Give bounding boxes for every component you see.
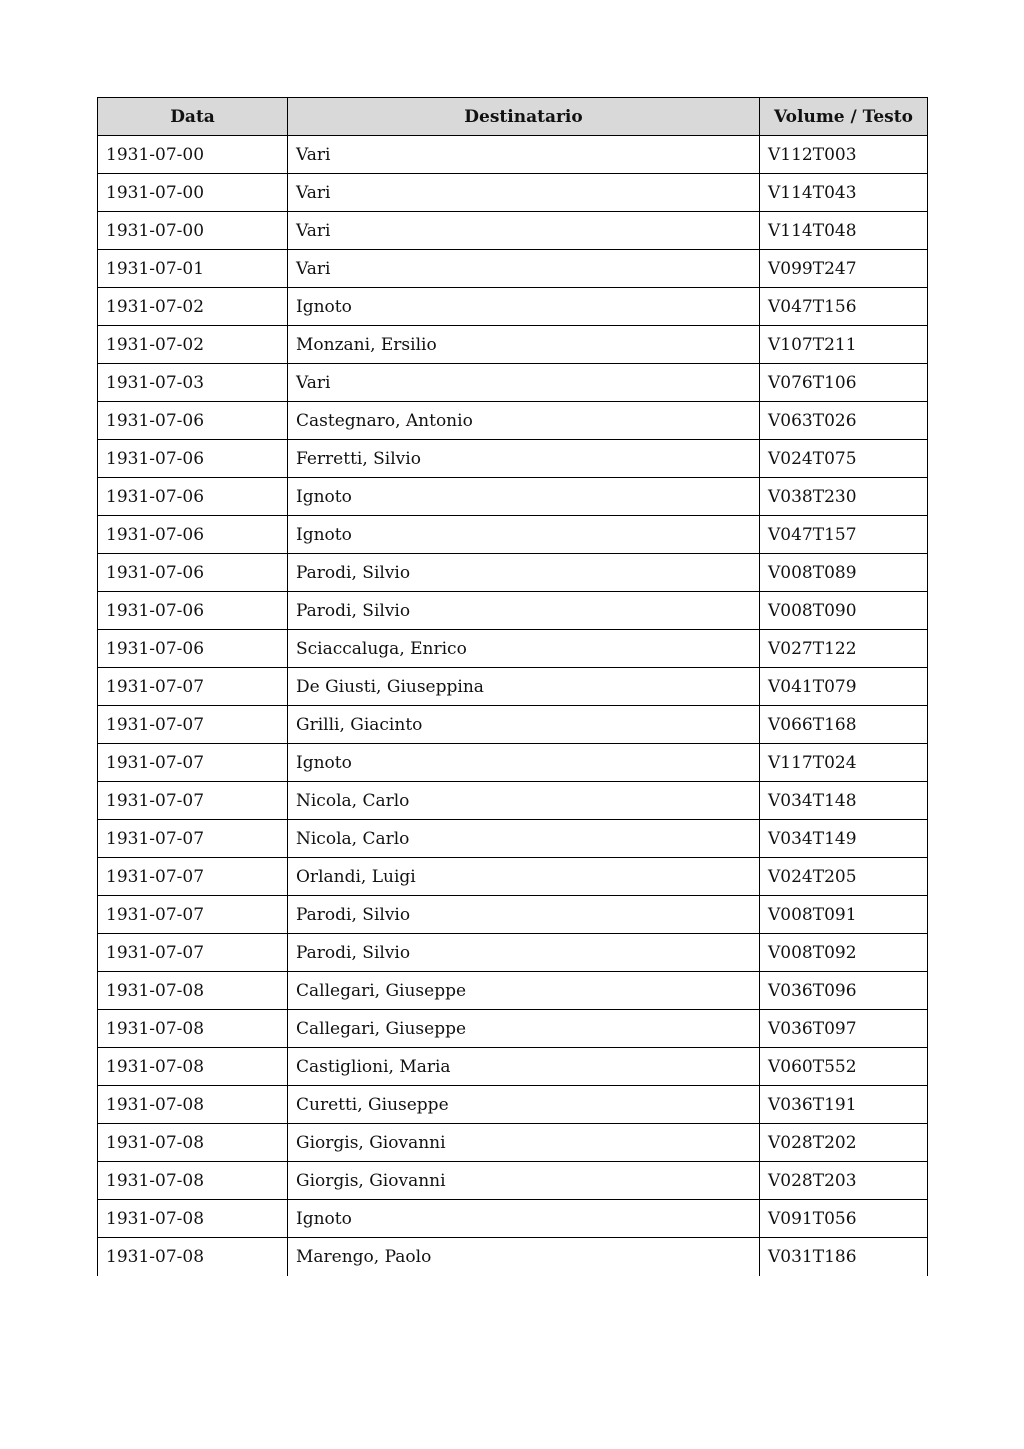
cell-recipient: Grilli, Giacinto xyxy=(288,706,760,744)
cell-recipient: Ignoto xyxy=(288,478,760,516)
table-row xyxy=(98,1010,928,1048)
cell-recipient: Nicola, Carlo xyxy=(288,820,760,858)
column-header-date: Data xyxy=(98,98,288,136)
header-row xyxy=(98,98,928,136)
cell-date: 1931-07-08 xyxy=(98,1086,288,1124)
cell-recipient: Callegari, Giuseppe xyxy=(288,972,760,1010)
cell-recipient: Vari xyxy=(288,136,760,174)
table-row xyxy=(98,972,928,1010)
table-row xyxy=(98,1086,928,1124)
cell-volume: V008T092 xyxy=(760,934,928,972)
table-body xyxy=(98,136,928,1276)
cell-date: 1931-07-06 xyxy=(98,630,288,668)
cell-recipient: Parodi, Silvio xyxy=(288,592,760,630)
column-header-recipient: Destinatario xyxy=(288,98,760,136)
cell-volume: V038T230 xyxy=(760,478,928,516)
cell-volume: V008T089 xyxy=(760,554,928,592)
table-header xyxy=(98,98,928,136)
table-row xyxy=(98,896,928,934)
cell-date: 1931-07-08 xyxy=(98,1200,288,1238)
cell-date: 1931-07-08 xyxy=(98,1010,288,1048)
table-row xyxy=(98,554,928,592)
cell-volume: V031T186 xyxy=(760,1238,928,1276)
cell-recipient: Ferretti, Silvio xyxy=(288,440,760,478)
cell-recipient: Ignoto xyxy=(288,1200,760,1238)
table-row xyxy=(98,250,928,288)
table-row xyxy=(98,592,928,630)
cell-volume: V112T003 xyxy=(760,136,928,174)
table-row xyxy=(98,1238,928,1276)
cell-volume: V114T043 xyxy=(760,174,928,212)
cell-recipient: Vari xyxy=(288,174,760,212)
cell-volume: V117T024 xyxy=(760,744,928,782)
cell-volume: V066T168 xyxy=(760,706,928,744)
cell-recipient: Sciaccaluga, Enrico xyxy=(288,630,760,668)
cell-volume: V060T552 xyxy=(760,1048,928,1086)
table-row xyxy=(98,478,928,516)
cell-volume: V036T096 xyxy=(760,972,928,1010)
table-row xyxy=(98,630,928,668)
cell-date: 1931-07-07 xyxy=(98,934,288,972)
cell-date: 1931-07-07 xyxy=(98,820,288,858)
cell-recipient: Marengo, Paolo xyxy=(288,1238,760,1276)
cell-volume: V008T090 xyxy=(760,592,928,630)
cell-volume: V028T203 xyxy=(760,1162,928,1200)
cell-recipient: Parodi, Silvio xyxy=(288,554,760,592)
cell-volume: V024T205 xyxy=(760,858,928,896)
cell-recipient: Orlandi, Luigi xyxy=(288,858,760,896)
table-row xyxy=(98,212,928,250)
cell-date: 1931-07-07 xyxy=(98,668,288,706)
cell-recipient: Monzani, Ersilio xyxy=(288,326,760,364)
table-row xyxy=(98,1048,928,1086)
cell-recipient: Vari xyxy=(288,250,760,288)
cell-volume: V041T079 xyxy=(760,668,928,706)
cell-volume: V036T191 xyxy=(760,1086,928,1124)
cell-volume: V024T075 xyxy=(760,440,928,478)
cell-volume: V107T211 xyxy=(760,326,928,364)
table-row xyxy=(98,706,928,744)
cell-volume: V047T157 xyxy=(760,516,928,554)
table-row xyxy=(98,174,928,212)
cell-date: 1931-07-08 xyxy=(98,1162,288,1200)
cell-recipient: De Giusti, Giuseppina xyxy=(288,668,760,706)
cell-date: 1931-07-00 xyxy=(98,174,288,212)
cell-volume: V034T148 xyxy=(760,782,928,820)
cell-date: 1931-07-00 xyxy=(98,212,288,250)
cell-volume: V091T056 xyxy=(760,1200,928,1238)
table-row xyxy=(98,744,928,782)
table-row xyxy=(98,326,928,364)
cell-volume: V036T097 xyxy=(760,1010,928,1048)
table-row xyxy=(98,402,928,440)
cell-date: 1931-07-07 xyxy=(98,744,288,782)
table-row xyxy=(98,782,928,820)
cell-volume: V114T048 xyxy=(760,212,928,250)
cell-date: 1931-07-06 xyxy=(98,440,288,478)
cell-date: 1931-07-06 xyxy=(98,402,288,440)
cell-volume: V099T247 xyxy=(760,250,928,288)
table-row xyxy=(98,1200,928,1238)
cell-date: 1931-07-08 xyxy=(98,1124,288,1162)
cell-recipient: Giorgis, Giovanni xyxy=(288,1124,760,1162)
cell-volume: V063T026 xyxy=(760,402,928,440)
cell-volume: V027T122 xyxy=(760,630,928,668)
cell-date: 1931-07-01 xyxy=(98,250,288,288)
cell-recipient: Nicola, Carlo xyxy=(288,782,760,820)
cell-volume: V047T156 xyxy=(760,288,928,326)
cell-volume: V034T149 xyxy=(760,820,928,858)
cell-date: 1931-07-07 xyxy=(98,896,288,934)
cell-recipient: Giorgis, Giovanni xyxy=(288,1162,760,1200)
letters-table xyxy=(97,97,928,1276)
table-row xyxy=(98,288,928,326)
cell-recipient: Ignoto xyxy=(288,744,760,782)
cell-recipient: Vari xyxy=(288,364,760,402)
cell-date: 1931-07-08 xyxy=(98,1238,288,1276)
table-row xyxy=(98,516,928,554)
table-row xyxy=(98,364,928,402)
table-row xyxy=(98,934,928,972)
column-header-volume: Volume / Testo xyxy=(760,98,928,136)
cell-date: 1931-07-06 xyxy=(98,516,288,554)
table-row xyxy=(98,820,928,858)
table-row xyxy=(98,1124,928,1162)
table-row xyxy=(98,858,928,896)
cell-date: 1931-07-07 xyxy=(98,782,288,820)
cell-recipient: Curetti, Giuseppe xyxy=(288,1086,760,1124)
cell-date: 1931-07-06 xyxy=(98,478,288,516)
cell-volume: V028T202 xyxy=(760,1124,928,1162)
cell-volume: V008T091 xyxy=(760,896,928,934)
cell-date: 1931-07-06 xyxy=(98,592,288,630)
table-row xyxy=(98,1162,928,1200)
table-row xyxy=(98,668,928,706)
cell-recipient: Callegari, Giuseppe xyxy=(288,1010,760,1048)
cell-recipient: Vari xyxy=(288,212,760,250)
cell-date: 1931-07-02 xyxy=(98,288,288,326)
cell-date: 1931-07-06 xyxy=(98,554,288,592)
cell-recipient: Parodi, Silvio xyxy=(288,934,760,972)
cell-date: 1931-07-07 xyxy=(98,858,288,896)
cell-date: 1931-07-00 xyxy=(98,136,288,174)
cell-recipient: Castegnaro, Antonio xyxy=(288,402,760,440)
cell-date: 1931-07-08 xyxy=(98,972,288,1010)
cell-volume: V076T106 xyxy=(760,364,928,402)
cell-recipient: Castiglioni, Maria xyxy=(288,1048,760,1086)
cell-recipient: Ignoto xyxy=(288,516,760,554)
cell-recipient: Parodi, Silvio xyxy=(288,896,760,934)
cell-date: 1931-07-07 xyxy=(98,706,288,744)
cell-date: 1931-07-02 xyxy=(98,326,288,364)
table-row xyxy=(98,440,928,478)
cell-date: 1931-07-08 xyxy=(98,1048,288,1086)
cell-recipient: Ignoto xyxy=(288,288,760,326)
cell-date: 1931-07-03 xyxy=(98,364,288,402)
table-row xyxy=(98,136,928,174)
